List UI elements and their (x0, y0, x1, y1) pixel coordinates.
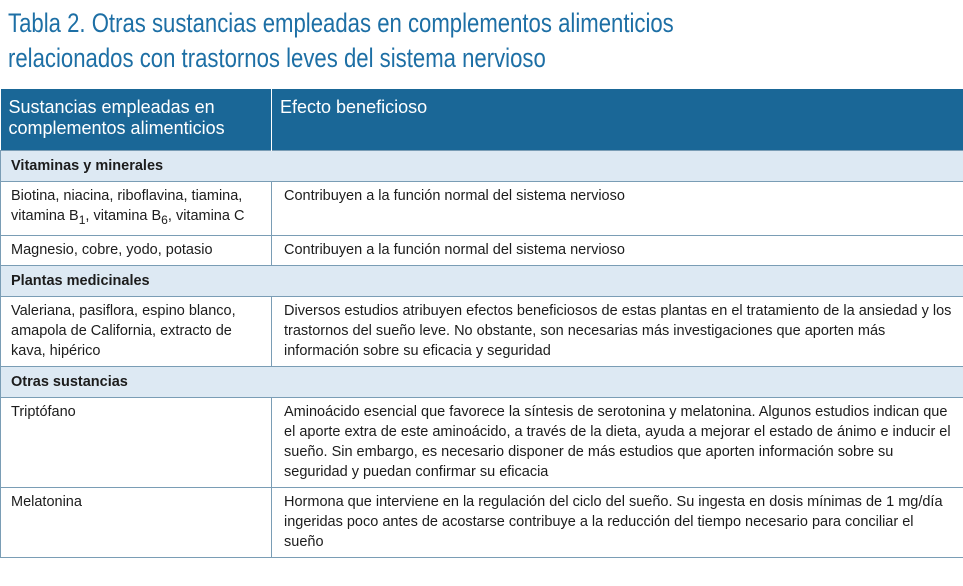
table-row (1, 397, 963, 487)
substance-cell: Melatonina (1, 487, 272, 557)
substance-cell: Triptófano (1, 397, 272, 487)
substance-line2b: , vitamina B (85, 208, 162, 224)
table-row (1, 182, 963, 236)
table-title (8, 6, 787, 76)
section-row (1, 265, 963, 296)
substance-cell: Valeriana, pasiflora, espino blanco, amapola de California, extracto de kava, hipérico (1, 296, 272, 366)
substance-line2c: , vitamina C (167, 208, 245, 224)
substance-line2a: vitamina B (11, 208, 79, 224)
table-title-line1: Tabla 2. Otras sustancias empleadas en complementos alimenticios (8, 8, 674, 38)
supplements-table (0, 89, 963, 558)
table-row (1, 487, 963, 557)
substance-line1: Biotina, niacina, riboflavina, tiamina, (11, 188, 243, 204)
section-otras: Otras sustancias (1, 366, 963, 397)
section-plantas: Plantas medicinales (1, 265, 963, 296)
subscript-1: 1 (78, 212, 86, 227)
header-row (1, 89, 963, 151)
table-title-line2: relacionados con trastornos leves del sistema nervioso (8, 43, 546, 73)
effect-cell: Contribuyen a la función normal del sistema nervioso (272, 235, 963, 265)
table-row (1, 296, 963, 366)
effect-cell: Contribuyen a la función normal del sistema nervioso (272, 182, 963, 236)
effect-cell: Diversos estudios atribuyen efectos beneficiosos de estas plantas en el tratamiento de la ansiedad y los trastornos del sueño leve. No obstante, son necesarias más investigaciones que aporten más información sobre su eficacia y seguridad (272, 296, 963, 366)
table-row (1, 235, 963, 265)
effect-cell: Hormona que interviene en la regulación del ciclo del sueño. Su ingesta en dosis mínimas de 1 mg/día ingeridas poco antes de acostarse contribuye a la reducción del tiempo necesario para conciliar el sueño (272, 487, 963, 557)
header-effect: Efecto beneficioso (272, 89, 963, 151)
substance-cell: Magnesio, cobre, yodo, potasio (1, 235, 272, 265)
section-row (1, 366, 963, 397)
header-substances: Sustancias empleadas en complementos alimenticios (1, 89, 272, 151)
section-row (1, 151, 963, 182)
subscript-6: 6 (161, 212, 168, 227)
substance-cell (1, 182, 272, 236)
effect-cell: Aminoácido esencial que favorece la síntesis de serotonina y melatonina. Algunos estudios indican que el aporte extra de este aminoácido, a través de la dieta, ayuda a mejorar el estado de ánimo e inducir el sueño. Sin embargo, es necesario disponer de más estudios que aporten información sobre su seguridad y puedan confirmar su eficacia (272, 397, 963, 487)
section-vitaminas: Vitaminas y minerales (1, 151, 963, 182)
